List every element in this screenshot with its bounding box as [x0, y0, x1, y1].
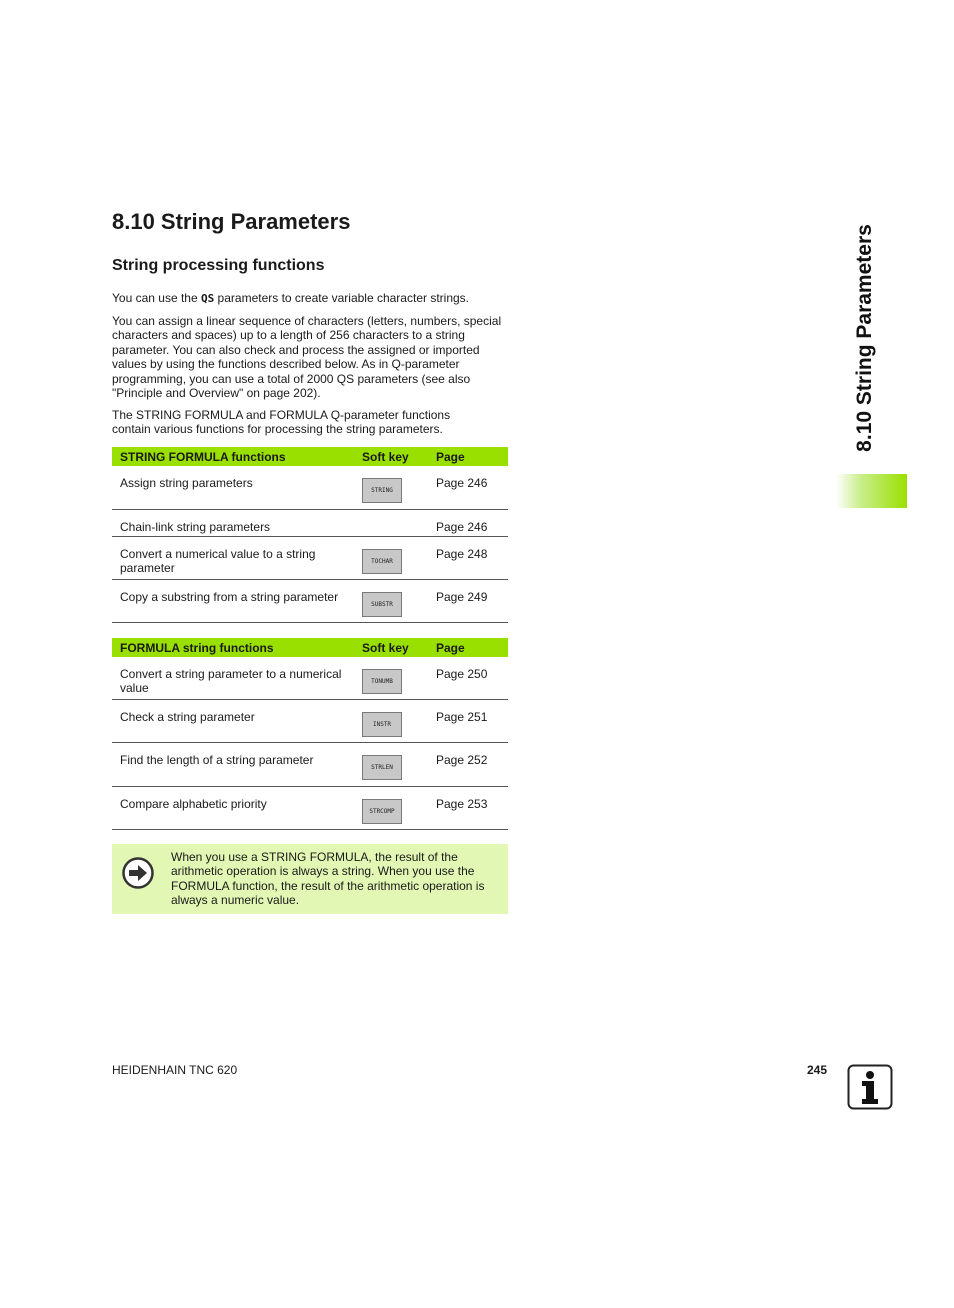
softkey-strlen: STRLEN	[362, 755, 402, 780]
table-row	[112, 580, 508, 623]
functions-paragraph: The STRING FORMULA and FORMULA Q-parameter functions contain various functions for processing the string parameters.	[112, 408, 451, 437]
softkey-substr: SUBSTR	[362, 592, 402, 617]
page-number: 245	[807, 1063, 828, 1077]
side-title-text: 8.10 String Parameters	[853, 224, 876, 452]
header-page: Page	[436, 640, 465, 655]
header-function: FORMULA string functions	[120, 640, 274, 655]
function-name: Convert a numerical value to a string parameter	[120, 547, 316, 575]
function-name: Check a string parameter	[120, 710, 255, 724]
arrow-right-icon	[122, 857, 154, 889]
header-page: Page	[436, 449, 465, 464]
softkey-strcomp: STRCOMP	[362, 799, 402, 824]
function-name: Chain-link string parameters	[120, 520, 271, 534]
section-title: 8.10 String Parameters	[112, 209, 351, 234]
table-header	[112, 447, 508, 466]
function-name: Find the length of a string parameter	[120, 753, 314, 767]
string-formula-table	[112, 447, 508, 623]
manual-name: HEIDENHAIN TNC 620	[112, 1063, 238, 1077]
page-reference: Page 249	[436, 590, 488, 604]
header-softkey: Soft key	[362, 640, 409, 655]
table-header	[112, 638, 508, 657]
subsection-title: String processing functions	[112, 257, 325, 274]
softkey-string: STRING	[362, 478, 402, 503]
info-icon	[847, 1064, 893, 1110]
intro-text-after: parameters to create variable character strings.	[214, 291, 469, 305]
page-reference: Page 248	[436, 547, 488, 561]
side-section-title	[850, 213, 880, 463]
softkey-tochar: TOCHAR	[362, 549, 402, 574]
function-name: Assign string parameters	[120, 476, 253, 490]
qs-code: QS	[200, 292, 215, 305]
header-function: STRING FORMULA functions	[120, 449, 286, 464]
page-reference: Page 246	[436, 520, 488, 534]
table-row	[112, 700, 508, 743]
page-reference: Page 252	[436, 753, 488, 767]
header-softkey: Soft key	[362, 449, 409, 464]
intro-text-before: You can use the	[112, 291, 201, 305]
table-row	[112, 743, 508, 787]
formula-string-table	[112, 638, 508, 830]
table-row	[112, 466, 508, 510]
page-reference: Page 251	[436, 710, 488, 724]
table-row	[112, 537, 508, 580]
page-reference: Page 253	[436, 797, 488, 811]
page-reference: Page 250	[436, 667, 488, 681]
table-row	[112, 787, 508, 830]
softkey-instr: INSTR	[362, 712, 402, 737]
page-reference: Page 246	[436, 476, 488, 490]
chapter-tab	[836, 474, 907, 508]
function-name: Convert a string parameter to a numerical value	[120, 667, 342, 695]
intro-paragraph	[112, 291, 512, 306]
function-name: Copy a substring from a string parameter	[120, 590, 339, 604]
note-box	[112, 844, 508, 914]
function-name: Compare alphabetic priority	[120, 797, 267, 811]
note-text: When you use a STRING FORMULA, the result of the arithmetic operation is always a string. When you use the FORMULA function, the result of the arithmetic operation is always a numeric value.	[171, 850, 485, 908]
table-row	[112, 510, 508, 537]
table-row	[112, 657, 508, 700]
description-paragraph: You can assign a linear sequence of characters (letters, numbers, special characters and spaces) up to a length of 256 characters to a string parameter. You can also check and process the assigned or imported values by using the functions described below. As in Q-parameter programming, you can use a total of 2000 QS parameters (see also "Principle and Overview" on page 202).	[112, 314, 502, 401]
softkey-tonumb: TONUMB	[362, 669, 402, 694]
